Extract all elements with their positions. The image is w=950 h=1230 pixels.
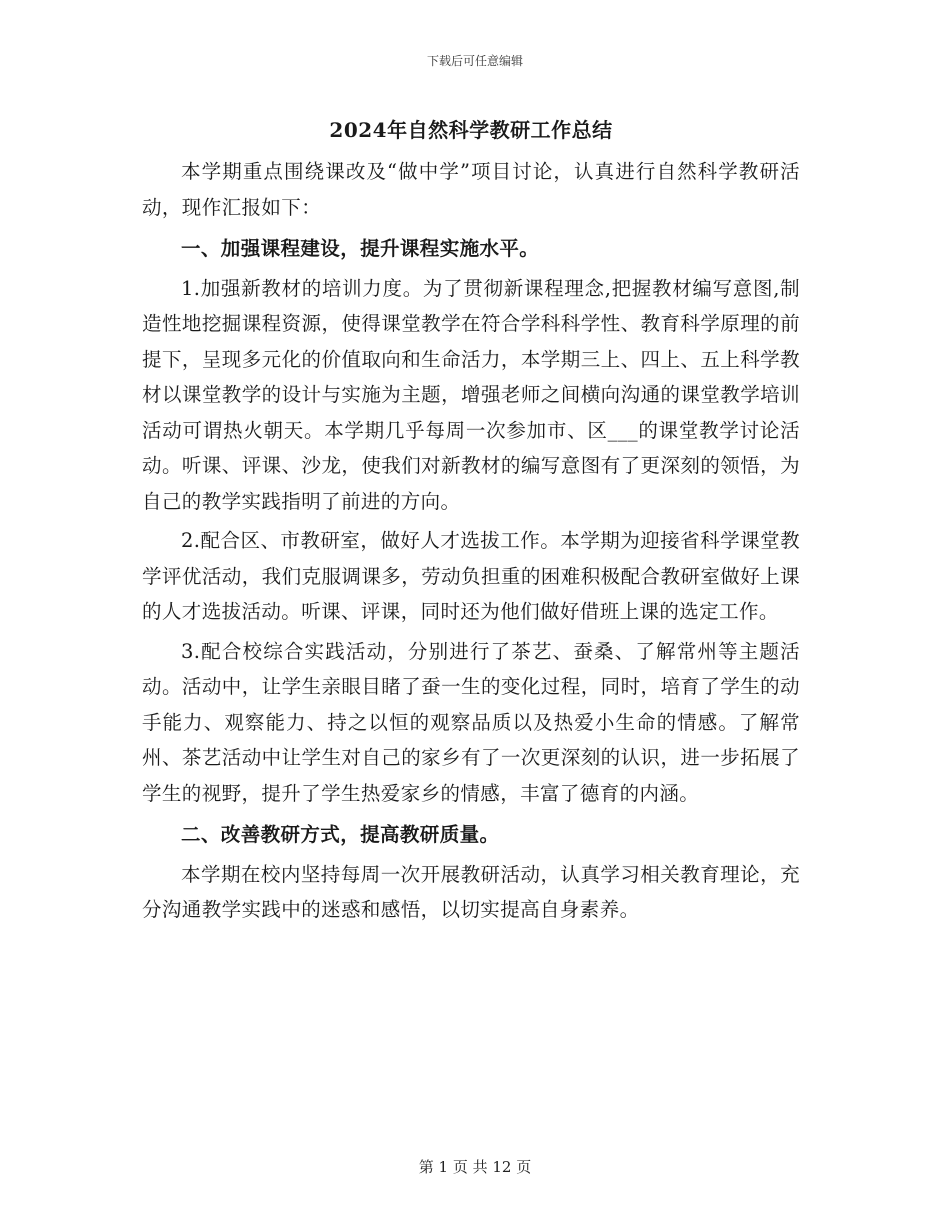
intro-paragraph: 本学期重点围绕课改及“做中学”项目讨论，认真进行自然科学教研活动，现作汇报如下： xyxy=(142,160,800,219)
page-number: 第 1 页 共 12 页 xyxy=(418,1158,532,1176)
section-heading-2: 二、改善教研方式，提高教研质量。 xyxy=(181,823,500,846)
document-body xyxy=(142,112,800,928)
section1-item-2: 2.配合区、市教研室，做好人才选拔工作。本学期为迎接省科学课堂教学评优活动，我们克服调课多，劳动负担重的困难积极配合教研室做好上课的人才选拔活动。听课、评课，同时还为他们做好借班上课的选定工作。 xyxy=(142,529,800,623)
section1-item-3: 3.配合校综合实践活动，分别进行了茶艺、蚕桑、了解常州等主题活动。活动中，让学生亲眼目睹了蚕一生的变化过程，同时，培育了学生的动手能力、观察能力、持之以恒的观察品质以及热爱小生命的情感。了解常州、茶艺活动中让学生对自己的家乡有了一次更深刻的认识，进一步拓展了学生的视野，提升了学生热爱家乡的情感，丰富了德育的内涵。 xyxy=(142,639,800,805)
section2-paragraph: 本学期在校内坚持每周一次开展教研活动，认真学习相关教育理论，充分沟通教学实践中的迷惑和感悟，以切实提高自身素养。 xyxy=(142,862,800,921)
document-title: 2024年自然科学教研工作总结 xyxy=(329,118,613,142)
section-heading-1: 一、加强课程建设，提升课程实施水平。 xyxy=(181,237,540,260)
section1-item-1: 1.加强新教材的培训力度。为了贯彻新课程理念,把握教材编写意图,制造性地挖掘课程资源，使得课堂教学在符合学科科学性、教育科学原理的前提下，呈现多元化的价值取向和生命活力，本学期三上、四上、五上科学教材以课堂教学的设计与实施为主题，增强老师之间横向沟通的课堂教学培训活动可谓热火朝天。本学期几乎每周一次参加市、区___的课堂教学讨论活动。听课、评课、沙龙，使我们对新教材的编写意图有了更深刻的领悟，为自己的教学实践指明了前进的方向。 xyxy=(142,276,800,513)
header-note: 下载后可任意编辑 xyxy=(426,54,523,68)
